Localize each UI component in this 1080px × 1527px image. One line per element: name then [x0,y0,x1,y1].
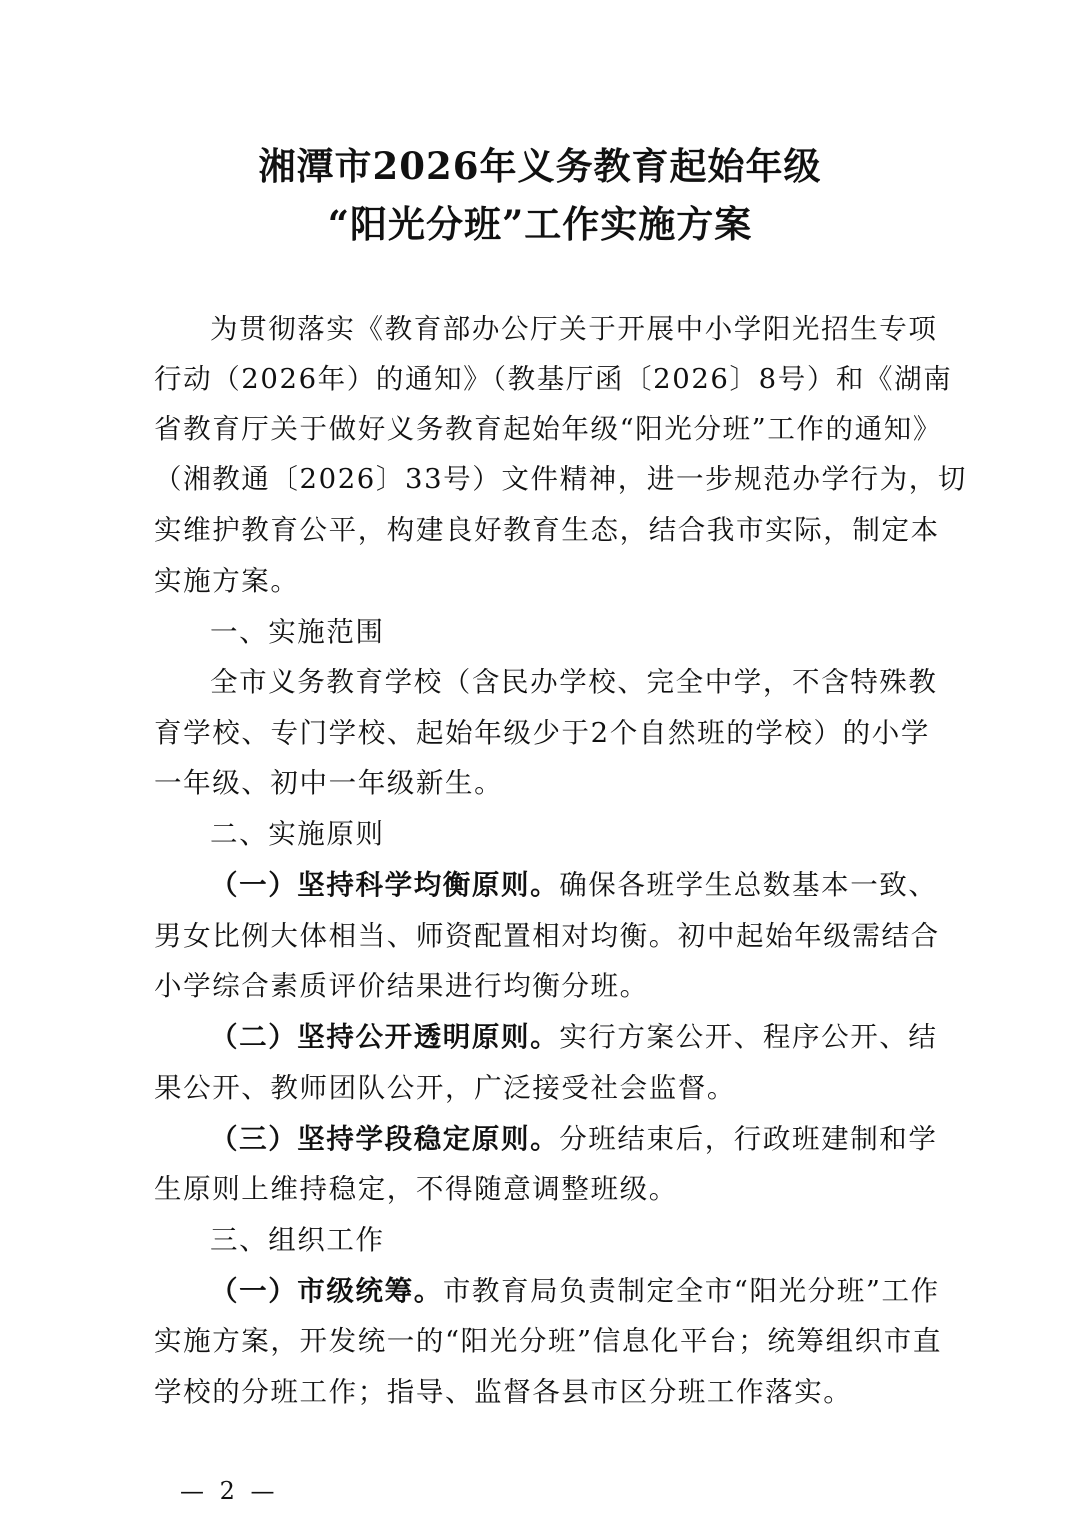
principle-3-text: 分班结束后，行政班建制和学 [559,1123,938,1155]
intro-line: 实施方案。 [154,565,300,597]
page-number: — 2 — [180,1477,279,1505]
intro-line: 实维护教育公平，构建良好教育生态，结合我市实际，制定本 [154,514,940,546]
scope-line: 全市义务教育学校（含民办学校、完全中学，不含特殊教 [210,666,938,698]
intro-line: 为贯彻落实《教育部办公厅关于开展中小学阳光招生专项 [210,313,938,345]
scope-line: 一年级、初中一年级新生。 [154,767,504,799]
principle-2-line [210,1014,938,1054]
section-heading-principles: 二、实施原则 [210,818,385,850]
principle-2-line: 果公开、教师团队公开，广泛接受社会监督。 [154,1072,736,1104]
organization-1-text: 市教育局负责制定全市“阳光分班”工作 [442,1275,940,1307]
principle-3-title: （三）坚持学段稳定原则。 [210,1123,560,1155]
intro-line: 行动（2026年）的通知》（教基厅函〔2026〕8号）和《湖南 [154,363,953,395]
intro-line: （湘教通〔2026〕33号）文件精神，进一步规范办学行为，切 [154,463,967,495]
principle-3-line [210,1116,938,1156]
section-heading-organization: 三、组织工作 [210,1224,385,1256]
organization-1-line: 学校的分班工作；指导、监督各县市区分班工作落实。 [154,1376,853,1408]
document-title-line-1: 湘潭市2026年义务教育起始年级 [258,144,822,188]
document-title-line-2: “阳光分班”工作实施方案 [327,202,753,246]
principle-3-line: 生原则上维持稳定，不得随意调整班级。 [154,1173,678,1205]
organization-1-title: （一）市级统筹。 [210,1275,443,1307]
intro-line: 省教育厅关于做好义务教育起始年级“阳光分班”工作的通知》 [154,413,942,445]
principle-1-line: 男女比例大体相当、师资配置相对均衡。初中起始年级需结合 [154,920,940,952]
principle-1-line [210,862,938,902]
organization-1-line [210,1268,940,1308]
principle-1-title: （一）坚持科学均衡原则。 [210,869,560,901]
principle-1-text: 确保各班学生总数基本一致、 [559,869,938,901]
principle-2-title: （二）坚持公开透明原则。 [210,1021,560,1053]
section-heading-scope: 一、实施范围 [210,616,385,648]
scope-line: 育学校、专门学校、起始年级少于2个自然班的学校）的小学 [154,717,930,749]
organization-1-line: 实施方案，开发统一的“阳光分班”信息化平台；统筹组织市直 [154,1325,942,1357]
principle-1-line: 小学综合素质评价结果进行均衡分班。 [154,970,649,1002]
principle-2-text: 实行方案公开、程序公开、结 [559,1021,938,1053]
